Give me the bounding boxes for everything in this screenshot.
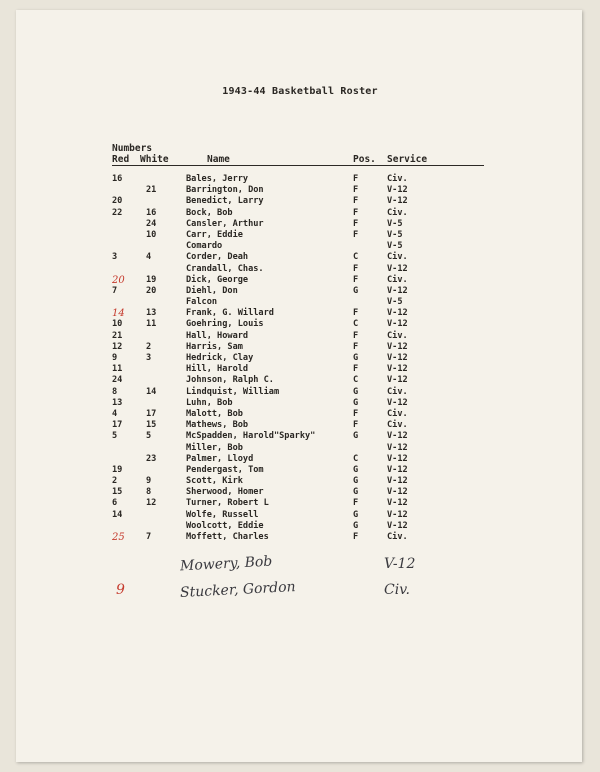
table-row: [0, 230, 600, 241]
player-name: Hedrick, Clay: [186, 353, 254, 363]
white-number: 5: [146, 431, 152, 442]
table-row: [0, 342, 600, 353]
service: Civ.: [387, 174, 408, 184]
service: V-5: [387, 218, 403, 229]
red-number: 4: [112, 408, 118, 419]
table-row: [0, 353, 600, 364]
service: V-12: [387, 319, 408, 330]
white-number: 7: [146, 532, 152, 542]
table-row: [0, 409, 600, 420]
service: Civ.: [387, 420, 408, 431]
white-number: 4: [146, 252, 152, 263]
position: G: [353, 520, 359, 531]
white-number: 23: [146, 453, 157, 464]
white-number: 10: [146, 229, 157, 240]
position: G: [353, 464, 359, 475]
table-row: [0, 196, 600, 207]
position: F: [353, 207, 359, 218]
service: V-12: [387, 185, 408, 196]
table-row: [0, 510, 600, 521]
service: V-5: [387, 241, 403, 252]
player-name: Scott, Kirk: [186, 476, 243, 487]
table-row: [0, 487, 600, 498]
service: V-12: [387, 431, 408, 442]
red-number: 21: [112, 330, 123, 341]
position: F: [353, 330, 359, 341]
red-number: 19: [112, 464, 123, 475]
table-row: [0, 498, 600, 509]
header-pos: Pos.: [353, 154, 376, 165]
service: V-12: [387, 464, 408, 475]
table-row: [0, 308, 600, 319]
position: F: [353, 308, 359, 319]
player-name: Mathews, Bob: [186, 420, 249, 431]
table-row: [0, 420, 600, 431]
table-row: [0, 443, 600, 454]
header-red: Red: [112, 154, 130, 165]
service: V-12: [387, 364, 408, 375]
position: G: [353, 285, 359, 296]
service: V-12: [387, 353, 408, 363]
player-name: Palmer, Lloyd: [186, 453, 254, 464]
header-name: Name: [207, 154, 230, 165]
position: F: [353, 420, 359, 431]
player-name: Hill, Harold: [186, 364, 249, 375]
player-name: Diehl, Don: [186, 285, 238, 296]
white-number: 12: [146, 498, 157, 509]
table-row: [0, 331, 600, 342]
position: C: [353, 252, 359, 263]
red-number: 8: [112, 386, 118, 397]
table-row: [0, 454, 600, 465]
table-row: [0, 398, 600, 409]
player-name: Luhn, Bob: [186, 397, 233, 408]
position: C: [353, 375, 359, 386]
player-name: Barrington, Don: [186, 185, 264, 196]
red-number: 16: [112, 174, 123, 184]
table-row: [0, 297, 600, 308]
white-number: 21: [146, 185, 157, 196]
service: Civ.: [387, 274, 408, 285]
table-row: [0, 264, 600, 275]
table-row: [0, 465, 600, 476]
position: C: [353, 453, 359, 464]
position: F: [353, 185, 359, 196]
player-name: Goehring, Louis: [186, 319, 264, 330]
table-row: [0, 208, 600, 219]
table-row: [0, 521, 600, 532]
player-name: Cansler, Arthur: [186, 218, 264, 229]
handwritten-name: Stucker, Gordon: [179, 578, 296, 602]
header-white: White: [140, 154, 169, 165]
player-name: Frank, G. Willard: [186, 308, 274, 319]
position: G: [353, 509, 359, 520]
header-rule: [112, 165, 484, 166]
position: F: [353, 341, 359, 352]
white-number: 9: [146, 476, 152, 487]
table-row: [0, 252, 600, 263]
position: G: [353, 431, 359, 442]
red-number: 13: [112, 397, 123, 408]
table-row: [0, 319, 600, 330]
red-number: 2: [112, 476, 118, 487]
white-number: 24: [146, 218, 157, 229]
red-number: 3: [112, 252, 118, 263]
service: V-12: [387, 520, 408, 531]
player-name: Dick, George: [186, 274, 249, 285]
header-numbers: Numbers: [112, 143, 153, 154]
service: Civ.: [387, 386, 408, 397]
player-name: Bales, Jerry: [186, 174, 249, 184]
position: F: [353, 498, 359, 509]
service: V-5: [387, 297, 403, 308]
service: V-5: [387, 229, 403, 240]
white-number: 11: [146, 319, 157, 330]
table-row: [0, 431, 600, 442]
service: V-12: [387, 487, 408, 498]
table-row: [0, 387, 600, 398]
player-name: Miller, Bob: [186, 442, 243, 453]
service: Civ.: [387, 330, 408, 341]
red-number: 17: [112, 420, 123, 431]
player-name: Crandall, Chas.: [186, 263, 264, 274]
red-number: 14: [112, 308, 125, 320]
player-name: Carr, Eddie: [186, 229, 243, 240]
position: F: [353, 229, 359, 240]
page-title: 1943-44 Basketball Roster: [222, 86, 378, 97]
position: F: [353, 218, 359, 229]
player-name: Sherwood, Homer: [186, 487, 264, 498]
player-name: Moffett, Charles: [186, 532, 269, 542]
player-name: Pendergast, Tom: [186, 464, 264, 475]
red-number: 11: [112, 364, 123, 375]
red-number: 22: [112, 207, 123, 218]
table-row: [0, 476, 600, 487]
white-number: 2: [146, 341, 152, 352]
service: V-12: [387, 341, 408, 352]
red-number: 5: [112, 431, 118, 442]
table-row: [0, 241, 600, 252]
service: V-12: [387, 285, 408, 296]
white-number: 19: [146, 274, 157, 285]
table-row: [0, 532, 600, 543]
red-number: 15: [112, 487, 123, 498]
service: Civ.: [387, 252, 408, 263]
player-name: Turner, Robert L: [186, 498, 269, 509]
player-name: Johnson, Ralph C.: [186, 375, 274, 386]
service: V-12: [387, 397, 408, 408]
handwritten-service: V-12: [384, 556, 416, 572]
service: V-12: [387, 498, 408, 509]
service: V-12: [387, 375, 408, 386]
position: G: [353, 487, 359, 498]
roster-table: [0, 174, 600, 543]
handwritten-service: Civ.: [384, 582, 410, 598]
player-name: Lindquist, William: [186, 386, 280, 397]
position: C: [353, 319, 359, 330]
white-number: 13: [146, 308, 157, 319]
red-number: 20: [112, 196, 123, 207]
handwritten-name: Mowery, Bob: [179, 553, 273, 575]
service: V-12: [387, 308, 408, 319]
position: F: [353, 532, 359, 542]
table-row: [0, 286, 600, 297]
white-number: 3: [146, 353, 152, 363]
service: V-12: [387, 476, 408, 487]
red-number: 12: [112, 341, 123, 352]
position: F: [353, 263, 359, 274]
player-name: Falcon: [186, 297, 218, 308]
table-row: [0, 375, 600, 386]
white-number: 8: [146, 487, 152, 498]
red-number: 10: [112, 319, 123, 330]
service: V-12: [387, 453, 408, 464]
table-row: [0, 185, 600, 196]
position: F: [353, 364, 359, 375]
service: V-12: [387, 442, 408, 453]
handwritten-red-number: 9: [116, 582, 125, 598]
position: F: [353, 274, 359, 285]
player-name: Benedict, Larry: [186, 196, 264, 207]
player-name: Wolfe, Russell: [186, 509, 259, 520]
position: G: [353, 386, 359, 397]
service: Civ.: [387, 207, 408, 218]
red-number: 14: [112, 509, 123, 520]
table-row: [0, 174, 600, 185]
table-row: [0, 364, 600, 375]
player-name: Bock, Bob: [186, 207, 233, 218]
table-row: [0, 219, 600, 230]
player-name: Woolcott, Eddie: [186, 520, 264, 531]
position: F: [353, 196, 359, 207]
white-number: 14: [146, 386, 157, 397]
red-number: 7: [112, 285, 118, 296]
red-number: 6: [112, 498, 118, 509]
player-name: McSpadden, Harold"Sparky": [186, 431, 316, 442]
white-number: 20: [146, 285, 157, 296]
player-name: Hall, Howard: [186, 330, 249, 341]
service: Civ.: [387, 532, 408, 542]
position: G: [353, 476, 359, 487]
position: G: [353, 397, 359, 408]
red-number: 9: [112, 353, 118, 363]
service: V-12: [387, 196, 408, 207]
service: Civ.: [387, 408, 408, 419]
service: V-12: [387, 509, 408, 520]
red-number: 24: [112, 375, 123, 386]
white-number: 16: [146, 207, 157, 218]
table-row: [0, 275, 600, 286]
position: F: [353, 408, 359, 419]
player-name: Corder, Deah: [186, 252, 249, 263]
white-number: 17: [146, 408, 157, 419]
player-name: Harris, Sam: [186, 341, 243, 352]
player-name: Comardo: [186, 241, 223, 252]
white-number: 15: [146, 420, 157, 431]
header-service: Service: [387, 154, 428, 165]
player-name: Malott, Bob: [186, 408, 243, 419]
position: F: [353, 174, 359, 184]
position: G: [353, 353, 359, 363]
red-number: 20: [112, 274, 125, 286]
service: V-12: [387, 263, 408, 274]
red-number: 25: [112, 532, 125, 543]
